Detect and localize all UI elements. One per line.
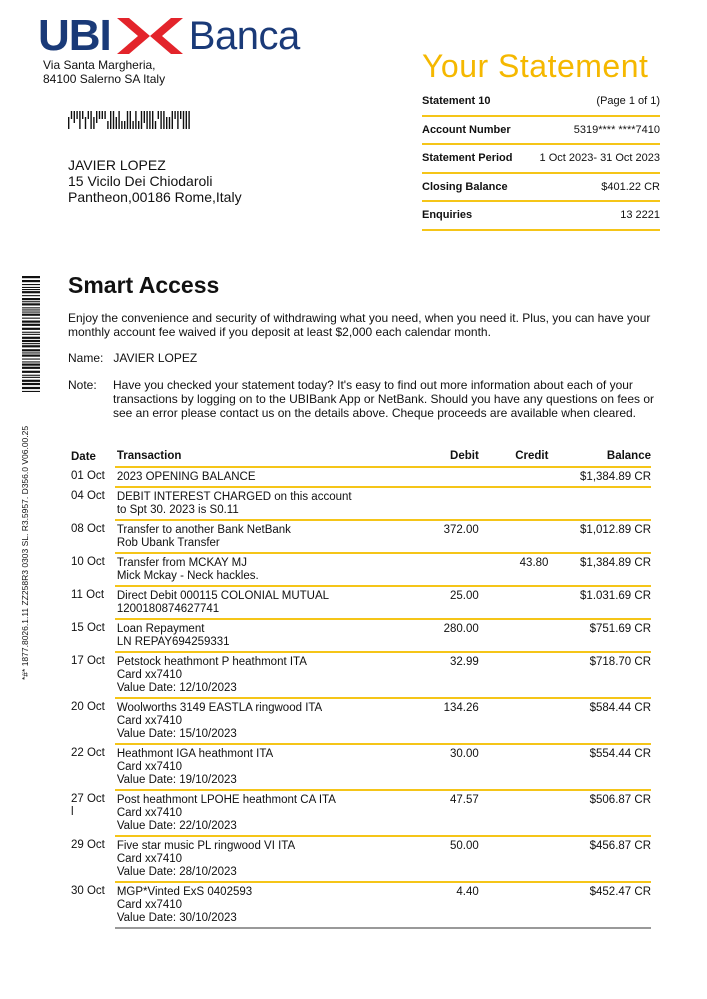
barcode-bar: [22, 352, 40, 353]
tx-date: 27 Oct l: [71, 793, 105, 818]
tx-date: 01 Oct: [71, 470, 105, 482]
logo-arrows-icon: [117, 16, 183, 56]
barcode-bar: [186, 111, 187, 129]
tx-credit: [479, 520, 549, 553]
statement-info-row: [422, 145, 660, 174]
tx-description: [115, 586, 405, 619]
statement-info-table: [422, 88, 660, 231]
table-row: [68, 619, 651, 652]
barcode-bar: [121, 121, 122, 129]
tx-balance: $452.47 CR: [548, 882, 651, 928]
barcode-bar: [90, 111, 91, 129]
barcode-bar: [130, 111, 131, 129]
barcode-bar: [71, 111, 72, 119]
statement-info-value: 5319**** ****7410: [573, 123, 660, 136]
tx-description-line: Card xx7410: [116, 761, 183, 773]
side-code-text: *#* 1877.8026.1.11 ZZ258R3 0303 SL. R3.5957. D356.0 V06.00.25: [20, 425, 30, 680]
table-row: [68, 836, 651, 882]
tx-description-line: Five star music PL ringwood VI ITA: [116, 840, 296, 852]
statement-info-label: Statement Period: [422, 152, 513, 165]
account-heading: Smart Access: [68, 272, 220, 298]
barcode-bar: [88, 111, 89, 119]
tx-credit: [479, 467, 549, 487]
tx-description: [115, 467, 405, 487]
barcode-bar: [132, 121, 133, 129]
tx-debit: 4.40: [405, 882, 479, 928]
tx-date: 30 Oct: [71, 885, 105, 897]
tx-description-line: MGP*Vinted ExS 0402593: [116, 886, 253, 898]
statement-info-label: Statement 10: [422, 95, 491, 108]
tx-description-line: Card xx7410: [116, 807, 183, 819]
statement-info-row: [422, 117, 660, 146]
tx-debit: 47.57: [405, 790, 479, 836]
tx-balance: $584.44 CR: [548, 698, 651, 744]
col-balance: Balance: [548, 449, 651, 467]
barcode-bar: [22, 318, 40, 319]
tx-description-line: Mick Mckay - Neck hackles.: [116, 570, 259, 582]
table-header-row: [68, 449, 651, 467]
statement-info-label: Account Number: [422, 123, 511, 136]
tx-description: [115, 790, 405, 836]
barcode-bar: [22, 314, 40, 316]
tx-debit: 32.99: [405, 652, 479, 698]
tx-description-line: Card xx7410: [116, 899, 183, 911]
tx-credit: [479, 744, 549, 790]
barcode-bar: [22, 383, 40, 385]
tx-description: [115, 882, 405, 928]
barcode-bar: [110, 111, 111, 129]
barcode-bar: [141, 111, 142, 129]
tx-description-line: Petstock heathmont P heathmont ITA: [116, 656, 307, 668]
table-row: [68, 467, 651, 487]
tx-description-line: Direct Debit 000115 COLONIAL MUTUAL: [116, 590, 330, 602]
barcode-bar: [22, 343, 40, 344]
recipient-name: JAVIER LOPEZ: [68, 157, 166, 173]
barcode-bar: [22, 328, 40, 330]
barcode-bar: [22, 375, 40, 376]
table-row: [68, 553, 651, 586]
barcode-bar: [158, 111, 159, 119]
tx-balance: $456.87 CR: [548, 836, 651, 882]
tx-description-line: 2023 OPENING BALANCE: [116, 471, 256, 483]
barcode-bar: [188, 111, 189, 129]
tx-description: [115, 652, 405, 698]
tx-balance: $554.44 CR: [548, 744, 651, 790]
barcode-bar: [93, 117, 94, 129]
tx-description-line: Value Date: 22/10/2023: [116, 820, 237, 832]
statement-info-value: (Page 1 of 1): [596, 95, 660, 108]
tx-description-line: Value Date: 12/10/2023: [116, 682, 237, 694]
tx-credit: [479, 882, 549, 928]
barcode-bar: [22, 276, 40, 278]
tx-description-line: Heathmont IGA heathmont ITA: [116, 748, 274, 760]
tx-description-line: Transfer from MCKAY MJ: [116, 557, 247, 569]
barcode-bar: [74, 111, 75, 123]
barcode-bar: [172, 111, 173, 129]
barcode-bar: [22, 309, 40, 310]
barcode-bar: [22, 361, 40, 362]
table-row: [68, 586, 651, 619]
tx-description-line: Value Date: 15/10/2023: [116, 728, 237, 740]
barcode-bar: [102, 111, 103, 119]
tx-balance: $1.031.69 CR: [548, 586, 651, 619]
side-barcode: [22, 276, 40, 392]
tx-description: [115, 487, 405, 520]
barcode-bar: [22, 371, 40, 373]
barcode-bar: [22, 337, 40, 339]
table-row: [68, 790, 651, 836]
recipient-address: JAVIER LOPEZ 15 Vicilo Dei Chiodaroli Pantheon,00186 Rome,Italy: [68, 157, 242, 205]
tx-balance: $751.69 CR: [548, 619, 651, 652]
tx-debit: 372.00: [405, 520, 479, 553]
tx-description: [115, 836, 405, 882]
statement-info-row: [422, 174, 660, 203]
tx-credit: 43.80: [479, 553, 549, 586]
statement-info-row: [422, 202, 660, 231]
barcode-bar: [155, 121, 156, 129]
barcode-bar: [22, 295, 40, 296]
account-note: Note: Have you checked your statement today? It's easy to find out more information about each of your transactions by logging on to the UBIBank App or NetBank. Should you have any questions on fees or see an error please contact us on the details above. Cheque proceeds are available when cleared.: [68, 378, 655, 420]
tx-date: 17 Oct: [71, 655, 105, 667]
barcode-bar: [22, 345, 40, 347]
tx-date: 10 Oct: [71, 556, 105, 568]
tx-date: 15 Oct: [71, 622, 105, 634]
barcode-bar: [22, 301, 40, 302]
barcode-bar: [76, 111, 77, 119]
barcode-bar: [22, 387, 40, 389]
tx-description-line: Transfer to another Bank NetBank: [116, 524, 291, 536]
barcode-bar: [127, 111, 128, 129]
bank-address: Via Santa Margheria, 84100 Salerno SA Italy: [43, 58, 166, 86]
tx-credit: [479, 836, 549, 882]
table-row: [68, 652, 651, 698]
barcode-bar: [183, 111, 184, 129]
barcode-bar: [124, 121, 125, 129]
barcode-bar: [146, 111, 147, 129]
tx-debit: [405, 487, 479, 520]
tx-debit: 50.00: [405, 836, 479, 882]
tx-description-line: 1200180874627741: [116, 603, 220, 615]
col-date: Date: [71, 450, 96, 463]
tx-description: [115, 619, 405, 652]
tx-date: 08 Oct: [71, 523, 105, 535]
statement-info-value: 1 Oct 2023- 31 Oct 2023: [539, 152, 660, 165]
barcode-bar: [104, 111, 105, 119]
barcode-bar: [99, 111, 100, 119]
tx-debit: [405, 553, 479, 586]
statement-info-label: Closing Balance: [422, 180, 508, 193]
table-row: [68, 520, 651, 553]
barcode-bar: [22, 367, 40, 369]
barcode-bar: [177, 111, 178, 129]
statement-title: Your Statement: [422, 48, 649, 84]
postal-barcode: [68, 111, 192, 129]
statement-info-value: 13 2221: [620, 209, 660, 222]
transactions-table: [68, 449, 651, 929]
barcode-bar: [116, 117, 117, 129]
barcode-bar: [22, 364, 40, 366]
tx-description: [115, 520, 405, 553]
barcode-bar: [82, 111, 83, 119]
account-name-line: Name: JAVIER LOPEZ: [68, 351, 198, 365]
barcode-bar: [113, 111, 114, 129]
barcode-bar: [22, 291, 40, 293]
table-row: [68, 487, 651, 520]
statement-info-label: Enquiries: [422, 209, 473, 222]
tx-credit: [479, 487, 549, 520]
tx-description-line: Value Date: 30/10/2023: [116, 912, 237, 924]
barcode-bar: [180, 111, 181, 119]
barcode-bar: [22, 349, 40, 351]
barcode-bar: [138, 121, 139, 129]
tx-date: 11 Oct: [71, 589, 105, 601]
table-row: [68, 744, 651, 790]
tx-description-line: Value Date: 19/10/2023: [116, 774, 237, 786]
logo-ubi-text: UBI: [38, 11, 111, 60]
barcode-bar: [22, 289, 40, 290]
tx-description: [115, 744, 405, 790]
barcode-bar: [22, 332, 40, 333]
tx-description-line: Loan Repayment: [116, 623, 205, 635]
tx-credit: [479, 619, 549, 652]
account-intro: Enjoy the convenience and security of withdrawing what you need, when you need it. Plus, you can have your monthly account fee waived if you deposit at least $2,000 each calendar month.: [68, 311, 651, 339]
tx-date: 22 Oct: [71, 747, 105, 759]
tx-description-line: to Spt 30. 2023 is S0.11: [116, 504, 239, 516]
barcode-bar: [144, 111, 145, 123]
tx-balance: [548, 487, 651, 520]
barcode-bar: [166, 117, 167, 129]
tx-description-line: Post heathmont LPOHE heathmont CA ITA: [116, 794, 336, 806]
tx-description-line: Value Date: 28/10/2023: [116, 866, 237, 878]
tx-balance: $718.70 CR: [548, 652, 651, 698]
tx-credit: [479, 586, 549, 619]
barcode-bar: [79, 111, 80, 129]
tx-debit: 280.00: [405, 619, 479, 652]
tx-description-line: Card xx7410: [116, 669, 183, 681]
tx-description-line: Woolworths 3149 EASTLA ringwood ITA: [116, 702, 323, 714]
barcode-bar: [22, 377, 40, 378]
statement-info-value: $401.22 CR: [601, 180, 660, 193]
tx-description-line: Rob Ubank Transfer: [116, 537, 220, 549]
tx-description-line: LN REPAY694259331: [116, 636, 230, 648]
barcode-bar: [152, 111, 153, 129]
barcode-bar: [149, 111, 150, 129]
tx-description: [115, 698, 405, 744]
tx-balance: $1,384.89 CR: [548, 553, 651, 586]
tx-credit: [479, 790, 549, 836]
col-credit: Credit: [479, 449, 549, 467]
tx-date: 20 Oct: [71, 701, 105, 713]
table-row: [68, 698, 651, 744]
barcode-bar: [22, 321, 40, 323]
barcode-bar: [22, 359, 40, 360]
col-debit: Debit: [405, 449, 479, 467]
tx-description-line: DEBIT INTEREST CHARGED on this account: [116, 491, 352, 503]
tx-description: [115, 553, 405, 586]
table-row: [68, 882, 651, 928]
tx-debit: 30.00: [405, 744, 479, 790]
tx-description-line: Card xx7410: [116, 853, 183, 865]
tx-debit: 134.26: [405, 698, 479, 744]
barcode-bar: [22, 391, 40, 392]
barcode-bar: [135, 111, 136, 129]
barcode-bar: [22, 324, 40, 326]
tx-credit: [479, 652, 549, 698]
tx-balance: $1,384.89 CR: [548, 467, 651, 487]
barcode-bar: [68, 117, 69, 129]
account-holder-name: JAVIER LOPEZ: [113, 351, 198, 365]
barcode-bar: [107, 121, 108, 129]
barcode-bar: [22, 380, 40, 382]
barcode-bar: [22, 307, 40, 308]
barcode-bar: [22, 298, 40, 300]
col-transaction: Transaction: [115, 449, 405, 467]
barcode-bar: [160, 111, 161, 129]
barcode-bar: [22, 312, 40, 313]
barcode-bar: [174, 111, 175, 119]
barcode-bar: [85, 117, 86, 129]
barcode-bar: [22, 284, 40, 285]
tx-balance: $1,012.89 CR: [548, 520, 651, 553]
barcode-bar: [22, 303, 40, 305]
barcode-bar: [22, 340, 40, 342]
barcode-bar: [163, 111, 164, 129]
barcode-bar: [22, 280, 40, 282]
tx-debit: [405, 467, 479, 487]
tx-date: 04 Oct: [71, 490, 105, 502]
tx-credit: [479, 698, 549, 744]
barcode-bar: [22, 355, 40, 357]
tx-balance: $506.87 CR: [548, 790, 651, 836]
barcode-bar: [118, 111, 119, 129]
barcode-bar: [169, 117, 170, 129]
barcode-bar: [96, 111, 97, 123]
barcode-bar: [22, 287, 40, 288]
barcode-bar: [22, 334, 40, 335]
tx-debit: 25.00: [405, 586, 479, 619]
bank-logo: [38, 11, 300, 60]
statement-info-row: [422, 88, 660, 117]
logo-banca-text: Banca: [188, 14, 300, 58]
tx-date: 29 Oct: [71, 839, 105, 851]
tx-description-line: Card xx7410: [116, 715, 183, 727]
